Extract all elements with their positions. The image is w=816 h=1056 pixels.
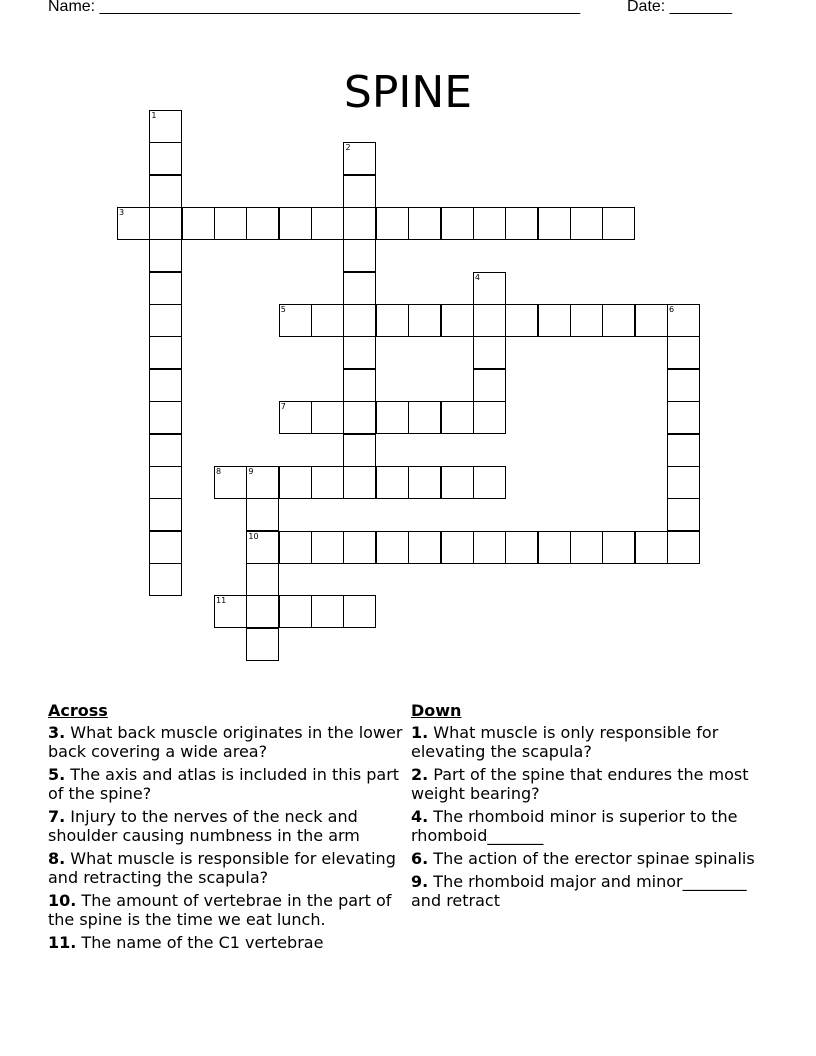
grid-cell[interactable] <box>149 110 182 143</box>
grid-cell[interactable] <box>538 207 571 240</box>
clue-number: 4. <box>411 807 429 826</box>
clue-number: 3 <box>119 208 125 218</box>
grid-cell[interactable] <box>667 434 700 467</box>
clue-number: 6. <box>411 849 429 868</box>
grid-cell[interactable] <box>505 304 538 337</box>
down-clue <box>411 872 756 910</box>
grid-cell[interactable] <box>246 207 279 240</box>
grid-cell[interactable] <box>441 207 474 240</box>
grid-cell[interactable] <box>667 336 700 369</box>
clue-text: What back muscle originates in the lower back covering a wide area? <box>48 723 403 761</box>
grid-cell[interactable] <box>311 531 344 564</box>
grid-cell[interactable] <box>473 531 506 564</box>
grid-cell[interactable] <box>149 239 182 272</box>
grid-cell[interactable] <box>149 434 182 467</box>
across-clue <box>48 933 404 952</box>
grid-cell[interactable] <box>311 466 344 499</box>
grid-cell[interactable] <box>246 563 279 596</box>
grid-cell[interactable] <box>311 401 344 434</box>
grid-cell[interactable] <box>570 207 603 240</box>
clue-number: 7 <box>280 402 286 412</box>
grid-cell[interactable] <box>279 304 312 337</box>
clue-number: 2. <box>411 765 429 784</box>
grid-cell[interactable] <box>570 304 603 337</box>
grid-cell[interactable] <box>343 207 376 240</box>
grid-cell[interactable] <box>473 207 506 240</box>
grid-cell[interactable] <box>538 304 571 337</box>
grid-cell[interactable] <box>343 434 376 467</box>
grid-cell[interactable] <box>667 401 700 434</box>
clue-number: 3. <box>48 723 66 742</box>
grid-cell[interactable] <box>376 304 409 337</box>
down-heading: Down <box>411 701 462 720</box>
grid-cell[interactable] <box>635 531 668 564</box>
down-clue <box>411 723 756 761</box>
clue-text: The axis and atlas is included in this part of the spine? <box>48 765 400 803</box>
grid-cell[interactable] <box>441 466 474 499</box>
grid-cell[interactable] <box>667 369 700 402</box>
clue-number: 7. <box>48 807 66 826</box>
grid-cell[interactable] <box>473 272 506 305</box>
grid-cell[interactable] <box>149 563 182 596</box>
grid-cell[interactable] <box>441 531 474 564</box>
grid-cell[interactable] <box>343 175 376 208</box>
grid-cell[interactable] <box>246 498 279 531</box>
name-field-label: Name: ______________________________________________________ <box>48 0 581 15</box>
grid-cell[interactable] <box>408 401 441 434</box>
clue-text: The rhomboid minor is superior to the rhomboid_______ <box>411 807 738 845</box>
grid-cell[interactable] <box>538 531 571 564</box>
grid-cell[interactable] <box>214 595 247 628</box>
clue-text: What muscle is only responsible for elevating the scapula? <box>411 723 719 761</box>
clue-number: 11. <box>48 933 77 952</box>
across-clue <box>48 849 404 887</box>
clue-number: 5 <box>280 305 286 315</box>
clue-number: 5. <box>48 765 66 784</box>
clue-text: Injury to the nerves of the neck and shoulder causing numbness in the arm <box>48 807 360 845</box>
clue-number: 9. <box>411 872 429 891</box>
grid-cell[interactable] <box>473 401 506 434</box>
grid-cell[interactable] <box>311 595 344 628</box>
across-clue <box>48 765 404 803</box>
grid-cell[interactable] <box>473 336 506 369</box>
clue-number: 6 <box>668 305 675 315</box>
grid-cell[interactable] <box>408 207 441 240</box>
clue-number: 10 <box>248 531 259 541</box>
grid-cell[interactable] <box>343 336 376 369</box>
grid-cell[interactable] <box>570 531 603 564</box>
grid-cell[interactable] <box>376 401 409 434</box>
down-clue-list <box>411 723 756 910</box>
clue-number: 11 <box>216 596 227 606</box>
clue-number: 1 <box>151 111 157 120</box>
clue-text: What muscle is responsible for elevating and retracting the scapula? <box>48 849 396 887</box>
grid-cell[interactable] <box>602 207 635 240</box>
grid-cell[interactable] <box>246 595 279 628</box>
across-clues <box>48 701 404 956</box>
clue-number: 4 <box>474 272 480 282</box>
grid-cell[interactable] <box>667 531 700 564</box>
grid-cell[interactable] <box>343 304 376 337</box>
grid-cell[interactable] <box>149 304 182 337</box>
grid-cell[interactable] <box>473 466 506 499</box>
grid-cell[interactable] <box>343 239 376 272</box>
grid-cell[interactable] <box>376 531 409 564</box>
grid-cell[interactable] <box>311 207 344 240</box>
grid-cell[interactable] <box>473 369 506 402</box>
page-title: SPINE <box>343 67 473 119</box>
grid-cell[interactable] <box>149 401 182 434</box>
grid-cell[interactable] <box>149 336 182 369</box>
grid-cell[interactable] <box>505 207 538 240</box>
down-clue <box>411 849 756 868</box>
grid-cell[interactable] <box>441 401 474 434</box>
grid-cell[interactable] <box>343 272 376 305</box>
clue-text: The name of the C1 vertebrae <box>76 933 324 952</box>
clue-text: Part of the spine that endures the most weight bearing? <box>411 765 749 803</box>
grid-cell[interactable] <box>408 531 441 564</box>
clue-number: 10. <box>48 891 77 910</box>
clue-text: The rhomboid major and minor________ and retract <box>411 872 747 910</box>
grid-cell[interactable] <box>149 207 182 240</box>
grid-cell[interactable] <box>279 207 312 240</box>
grid-cell[interactable] <box>182 207 215 240</box>
grid-cell[interactable] <box>343 466 376 499</box>
clue-number: 1. <box>411 723 429 742</box>
grid-cell[interactable] <box>279 401 312 434</box>
grid-cell[interactable] <box>408 304 441 337</box>
clue-text: The action of the erector spinae spinalis <box>428 849 755 868</box>
grid-cell[interactable] <box>149 498 182 531</box>
across-clue <box>48 891 404 929</box>
grid-cell[interactable] <box>505 531 538 564</box>
grid-cell[interactable] <box>343 369 376 402</box>
grid-cell[interactable] <box>343 595 376 628</box>
grid-cell[interactable] <box>473 304 506 337</box>
grid-cell[interactable] <box>117 207 150 240</box>
down-clues <box>411 701 756 914</box>
down-clue <box>411 807 756 845</box>
grid-cell[interactable] <box>149 175 182 208</box>
clue-number: 2 <box>345 143 351 153</box>
across-clue-list <box>48 723 404 952</box>
grid-cell[interactable] <box>343 142 376 175</box>
across-clue <box>48 723 404 761</box>
clue-number: 8 <box>216 466 222 476</box>
grid-cell[interactable] <box>149 142 182 175</box>
grid-cell[interactable] <box>376 207 409 240</box>
grid-cell[interactable] <box>149 272 182 305</box>
grid-cell[interactable] <box>602 531 635 564</box>
down-clue <box>411 765 756 803</box>
grid-cell[interactable] <box>311 304 344 337</box>
across-clue <box>48 807 404 845</box>
grid-cell[interactable] <box>343 531 376 564</box>
grid-cell[interactable] <box>667 466 700 499</box>
grid-cell[interactable] <box>343 401 376 434</box>
grid-cell[interactable] <box>279 531 312 564</box>
grid-cell[interactable] <box>214 466 247 499</box>
grid-cell[interactable] <box>279 466 312 499</box>
grid-cell[interactable] <box>667 498 700 531</box>
clue-number: 9 <box>248 466 254 476</box>
grid-cell[interactable] <box>635 304 668 337</box>
grid-cell[interactable] <box>279 595 312 628</box>
grid-cell[interactable] <box>441 304 474 337</box>
across-heading: Across <box>48 701 108 720</box>
grid-cell[interactable] <box>408 466 441 499</box>
grid-cell[interactable] <box>376 466 409 499</box>
grid-cell[interactable] <box>214 207 247 240</box>
grid-cell[interactable] <box>602 304 635 337</box>
clue-number: 8. <box>48 849 66 868</box>
grid-cell[interactable] <box>149 369 182 402</box>
grid-cell[interactable] <box>667 304 700 337</box>
grid-cell[interactable] <box>149 466 182 499</box>
grid-cell[interactable] <box>246 628 279 661</box>
clue-text: The amount of vertebrae in the part of the spine is the time we eat lunch. <box>48 891 392 929</box>
grid-cell[interactable] <box>246 531 279 564</box>
date-field-label: Date: _______ <box>627 0 732 15</box>
grid-cell[interactable] <box>246 466 279 499</box>
grid-cell[interactable] <box>149 531 182 564</box>
